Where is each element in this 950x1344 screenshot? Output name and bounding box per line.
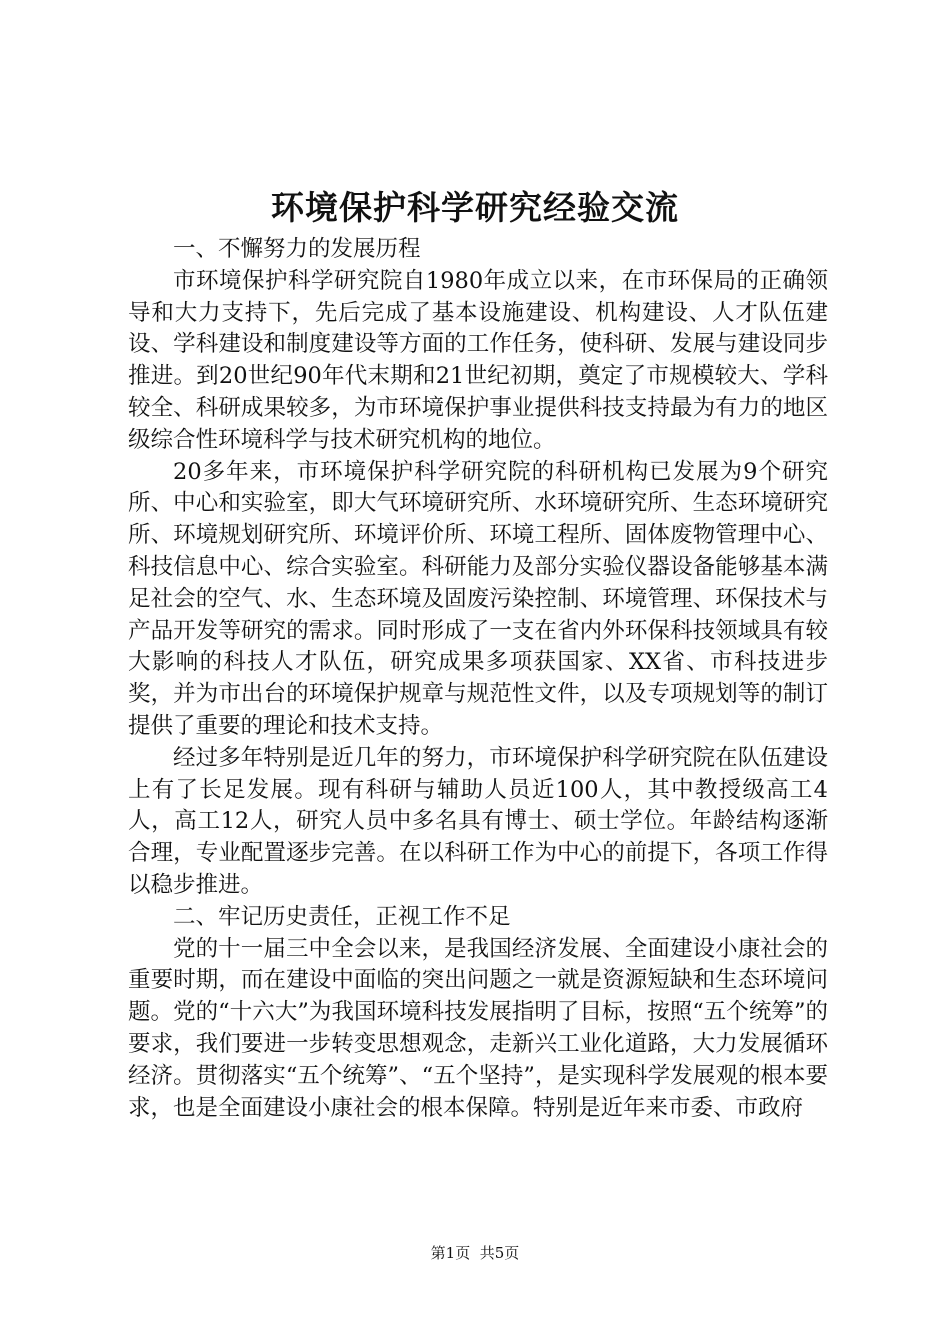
paragraph-staff: 经过多年特别是近几年的努力，市环境保护科学研究院在队伍建设上有了长足发展。现有科研与辅助人员近100人，其中教授级高工4人，高工12人，研究人员中多名具有博士、硕士学位。年龄结构逐渐合理，专业配置逐步完善。在以科研工作为中心的前提下，各项工作得以稳步推进。 xyxy=(128,744,828,898)
document-body xyxy=(128,234,828,1124)
paragraph-institutes: 20多年来，市环境保护科学研究院的科研机构已发展为9个研究所、中心和实验室，即大气环境研究所、水环境研究所、生态环境研究所、环境规划研究所、环境评价所、环境工程所、固体废物管理中心、科技信息中心、综合实验室。科研能力及部分实验仪器设备能够基本满足社会的空气、水、生态环境及固废污染控制、环境管理、环保技术与产品开发等研究的需求。同时形成了一支在省内外环保科技领域具有较大影响的科技人才队伍，研究成果多项获国家、XX省、市科技进步奖，并为市出台的环境保护规章与规范性文件，以及专项规划等的制订提供了重要的理论和技术支持。 xyxy=(128,458,828,739)
paragraph-history: 市环境保护科学研究院自1980年成立以来，在市环保局的正确领导和大力支持下，先后完成了基本设施建设、机构建设、人才队伍建设、学科建设和制度建设等方面的工作任务，使科研、发展与建设同步推进。到20世纪90年代末期和21世纪初期，奠定了市规模较大、学科较全、科研成果较多，为市环境保护事业提供科技支持最为有力的地区级综合性环境科学与技术研究机构的地位。 xyxy=(128,267,828,453)
paragraph-responsibility: 党的十一届三中全会以来，是我国经济发展、全面建设小康社会的重要时期，而在建设中面临的突出问题之一就是资源短缺和生态环境问题。党的“十六大”为我国环境科技发展指明了目标，按照“五个统筹”的要求，我们要进一步转变思想观念，走新兴工业化道路，大力发展循环经济。贯彻落实“五个统筹”、“五个坚持”，是实现科学发展观的根本要求，也是全面建设小康社会的根本保障。特别是近年来市委、市政府 xyxy=(128,935,828,1121)
page-number: 第1页 xyxy=(430,1244,471,1262)
section-heading-2: 二、牢记历史责任，正视工作不足 xyxy=(173,903,511,930)
section-heading-1: 一、不懈努力的发展历程 xyxy=(173,236,421,262)
document-title: 环境保护科学研究经验交流 xyxy=(271,188,679,227)
page-total: 共5页 xyxy=(479,1244,520,1262)
page-footer xyxy=(0,1243,950,1263)
